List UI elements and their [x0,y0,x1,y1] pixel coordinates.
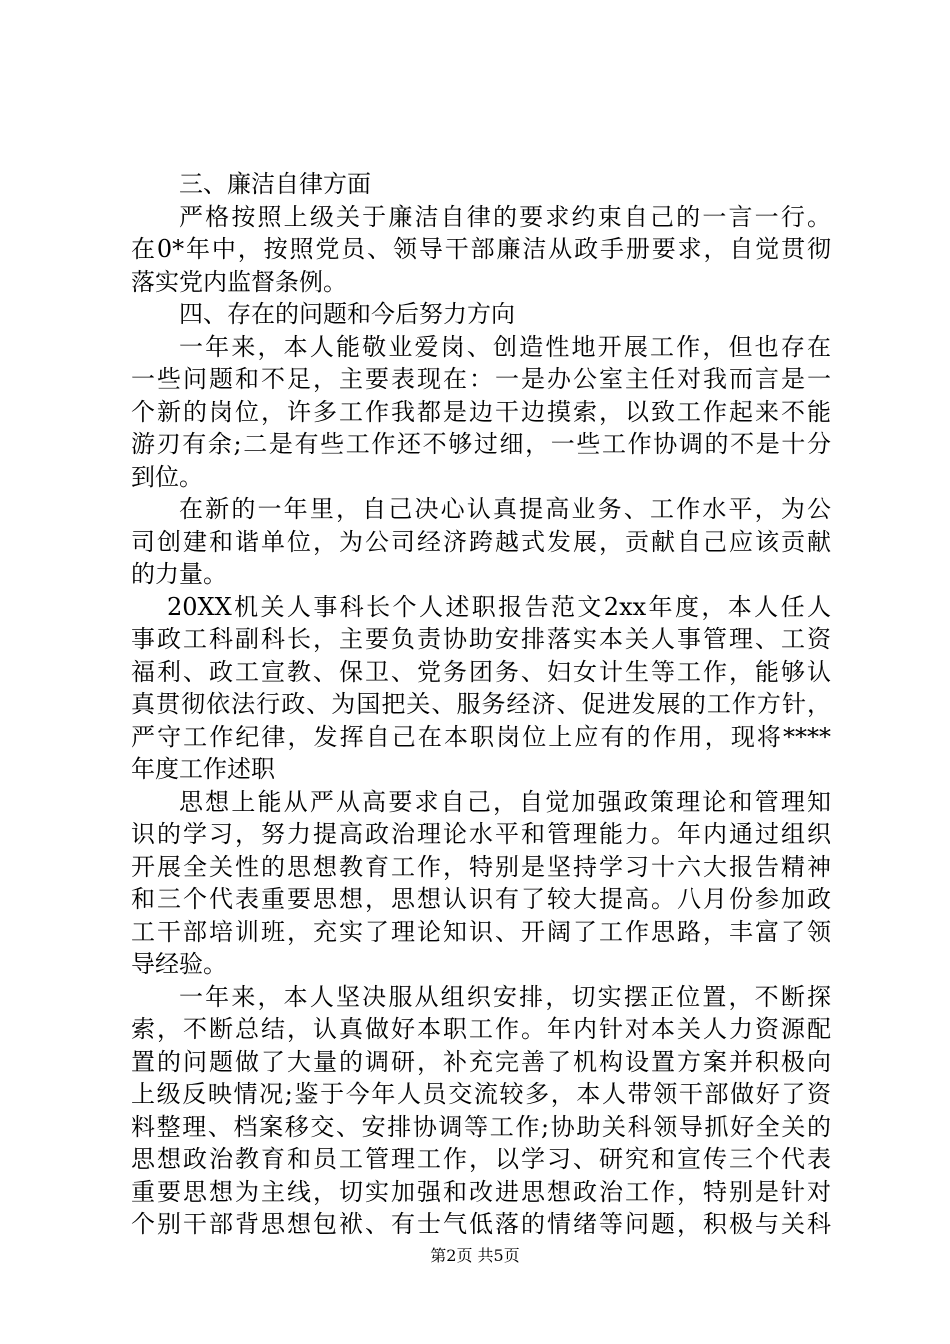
paragraph-line: 重要思想为主线，切实加强和改进思想政治工作，特别是针对 [131,1177,831,1206]
paragraph-line: 的力量。 [131,560,227,588]
paragraph-line: 索，不断总结，认真做好本职工作。年内针对本关人力资源配 [131,1015,831,1043]
paragraph-line: 司创建和谐单位，为公司经济跨越式发展，贡献自己应该贡献 [131,527,831,556]
paragraph-line: 工干部培训班，充实了理论知识、开阔了工作思路，丰富了领 [131,917,831,946]
paragraph-line: 思想政治教育和员工管理工作，以学习、研究和宣传三个代表 [131,1145,831,1173]
paragraph-line: 置的问题做了大量的调研，补充完善了机构设置方案并积极向 [131,1047,831,1076]
paragraph-line: 事政工科副科长，主要负责协助安排落实本关人事管理、工资 [131,625,831,653]
paragraph-line: 一年来，本人坚决服从组织安排，切实摆正位置，不断探 [179,982,831,1011]
paragraph-line: 严格按照上级关于廉洁自律的要求约束自己的一言一行。 [179,202,831,231]
paragraph-line: 料整理、档案移交、安排协调等工作;协助关科领导抓好全关的 [131,1112,831,1141]
paragraph-line: 在0*年中，按照党员、领导干部廉洁从政手册要求，自觉贯彻 [131,235,831,263]
paragraph-line: 个别干部背思想包袱、有士气低落的情绪等问题，积极与关科 [131,1210,831,1238]
paragraph-line: 个新的岗位，许多工作我都是边干边摸索，以致工作起来不能 [131,397,831,426]
paragraph-line: 严守工作纪律，发挥自己在本职岗位上应有的作用，现将**** [131,722,831,751]
paragraph-line: 和三个代表重要思想，思想认识有了较大提高。八月份参加政 [131,885,831,913]
paragraph-line: 真贯彻依法行政、为国把关、服务经济、促进发展的工作方针， [131,690,831,718]
paragraph-line: 在新的一年里，自己决心认真提高业务、工作水平，为公 [179,495,831,523]
document-body [131,168,831,1241]
paragraph-line: 游刃有余;二是有些工作还不够过细，一些工作协调的不是十分 [131,430,831,458]
section-heading-integrity: 三、廉洁自律方面 [179,170,371,198]
page-number-footer: 第2页 共5页 [430,1246,520,1265]
section-heading-problems: 四、存在的问题和今后努力方向 [179,300,515,328]
paragraph-line: 导经验。 [131,950,227,978]
paragraph-line: 20XX机关人事科长个人述职报告范文2xx年度，本人任人 [167,592,831,621]
paragraph-line: 上级反映情况;鉴于今年人员交流较多，本人带领干部做好了资 [131,1080,831,1108]
paragraph-line: 识的学习，努力提高政治理论水平和管理能力。年内通过组织 [131,820,831,848]
paragraph-line: 落实党内监督条例。 [131,267,347,296]
paragraph-line: 思想上能从严从高要求自己，自觉加强政策理论和管理知 [179,787,831,816]
paragraph-line: 一些问题和不足，主要表现在：一是办公室主任对我而言是一 [131,365,831,393]
paragraph-line: 一年来，本人能敬业爱岗、创造性地开展工作，但也存在 [179,332,831,361]
paragraph-line: 年度工作述职 [131,755,275,783]
paragraph-line: 开展全关性的思想教育工作，特别是坚持学习十六大报告精神 [131,852,831,881]
paragraph-line: 到位。 [131,462,203,491]
paragraph-line: 福利、政工宣教、保卫、党务团务、妇女计生等工作，能够认 [131,657,831,686]
